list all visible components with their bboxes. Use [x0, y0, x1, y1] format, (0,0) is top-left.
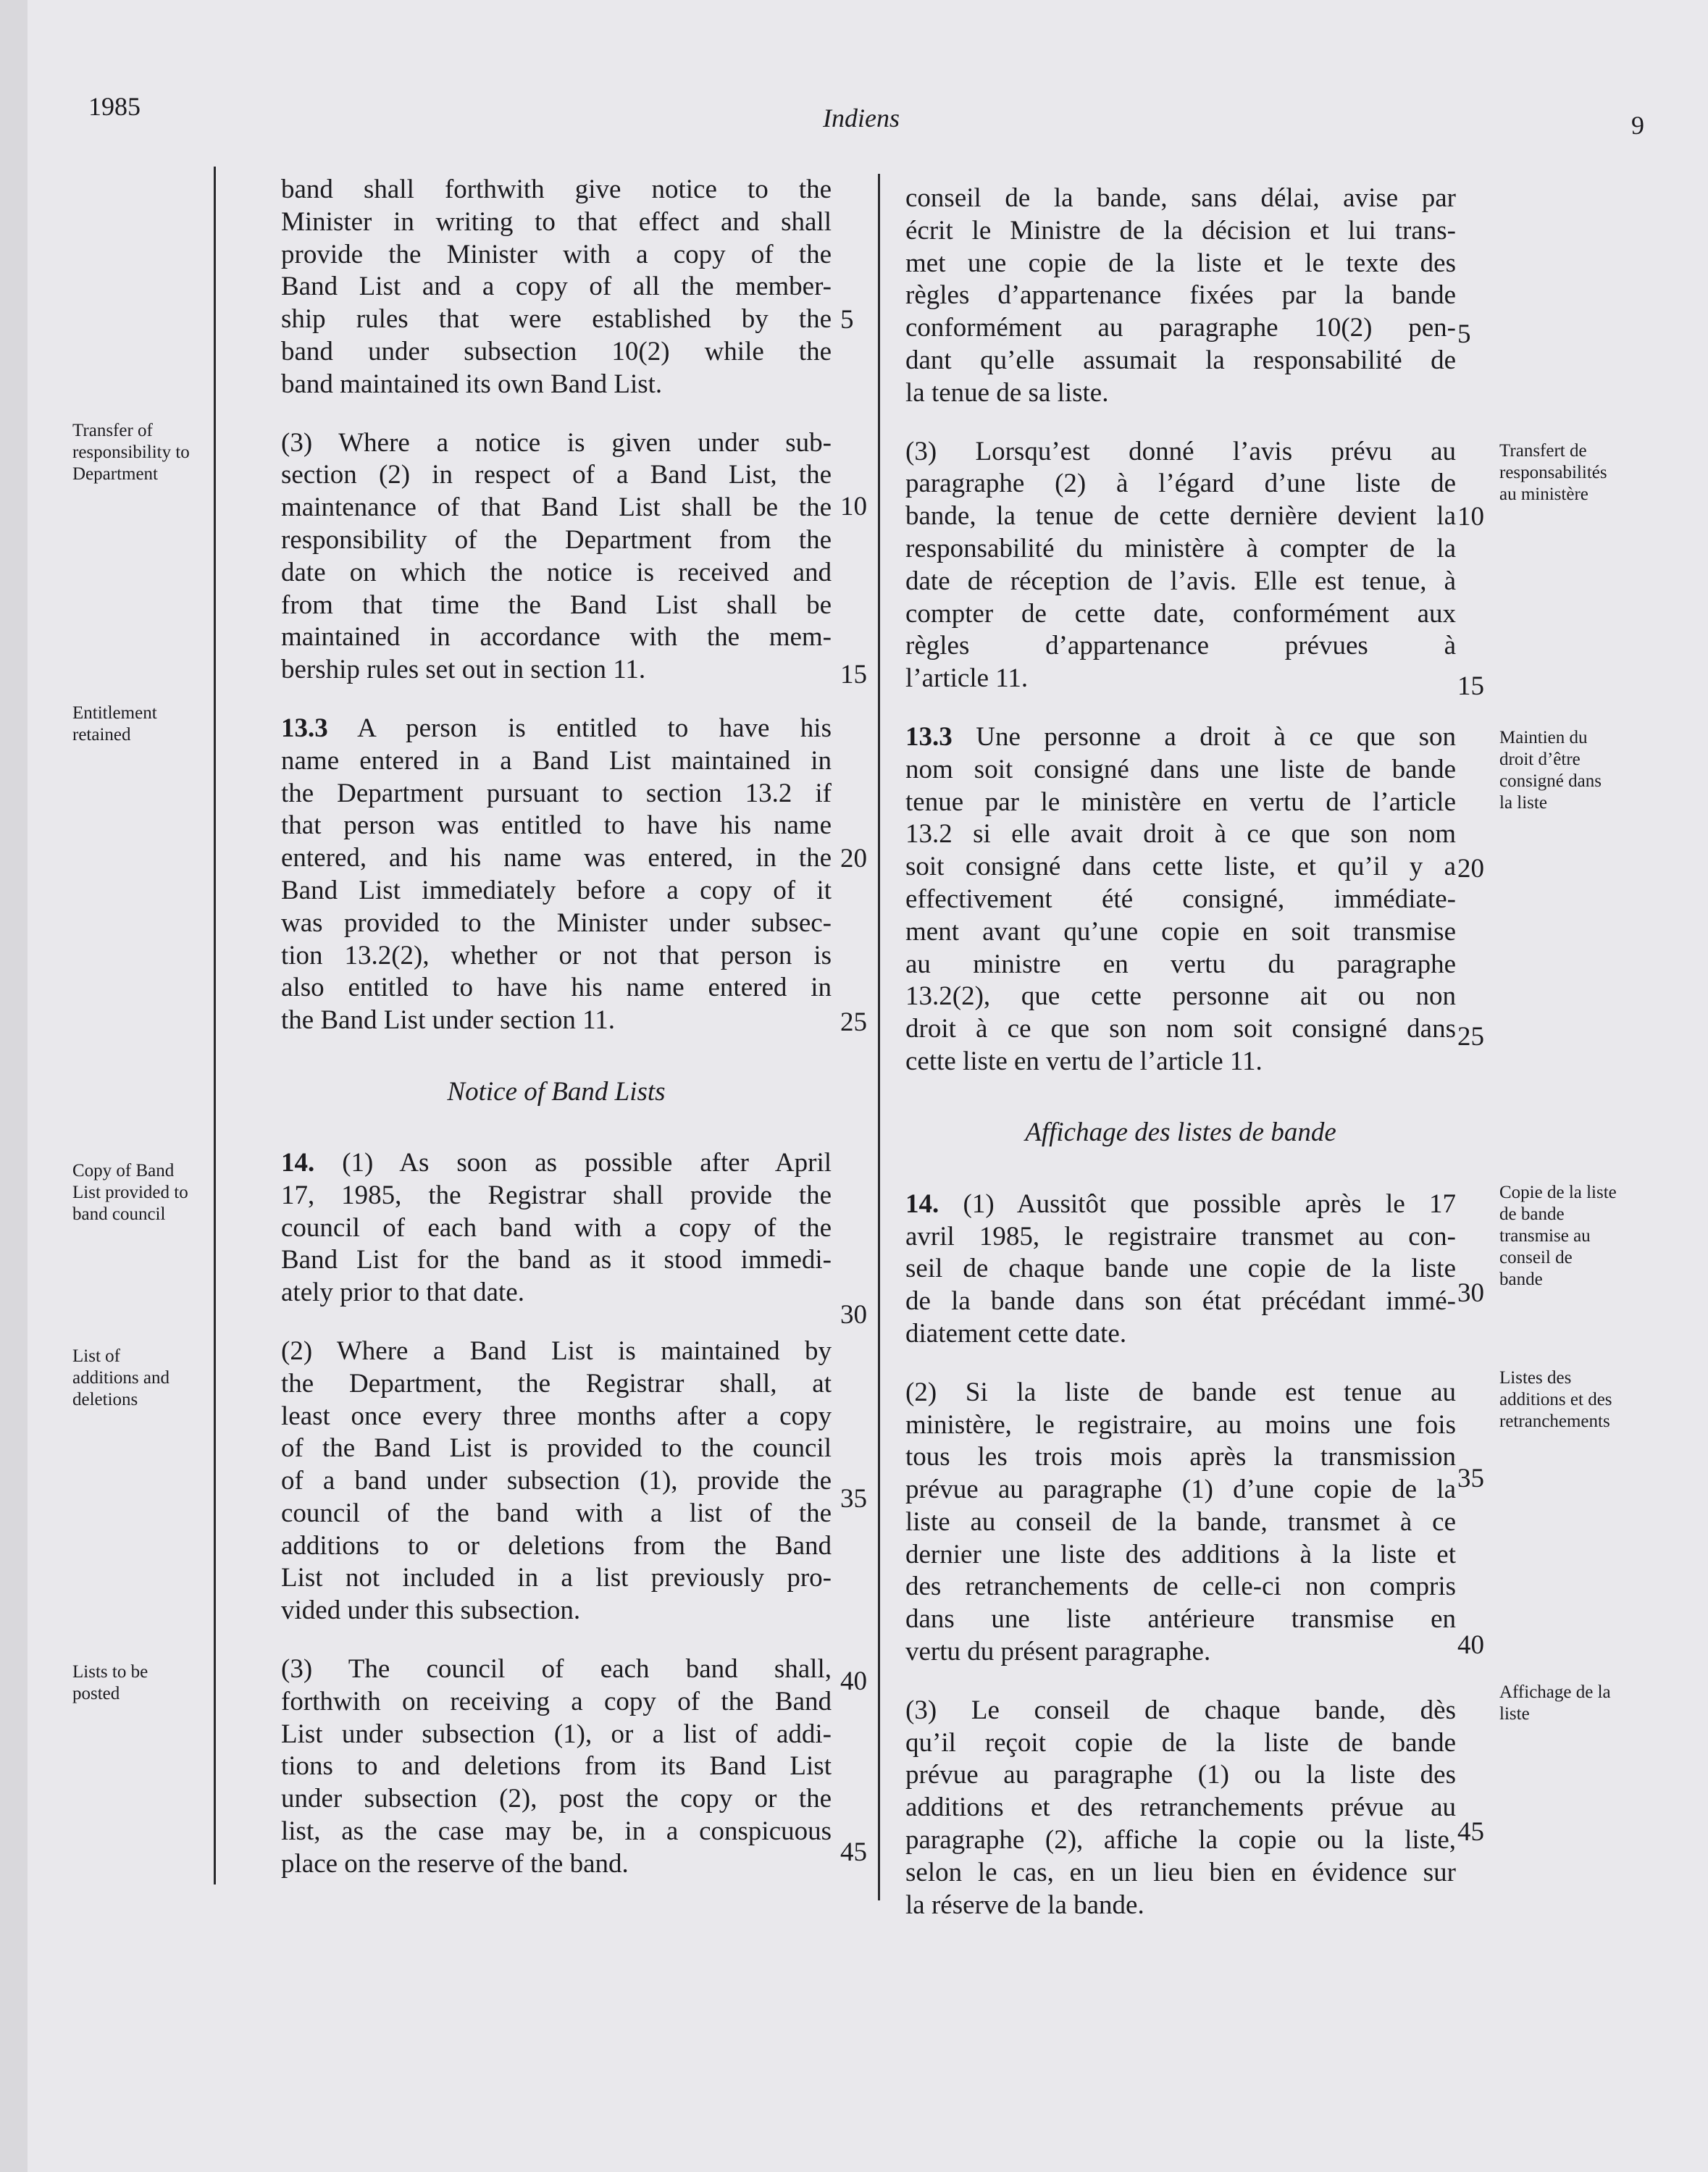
text-line: bership rules set out in section 11.: [281, 655, 646, 685]
text-line: name entered in a Band List maintained in: [281, 745, 832, 776]
section-number: 13.3: [905, 721, 953, 752]
margin-note: [72, 1661, 148, 1705]
text-line: the Department pursuant to section 13.2 if: [281, 778, 832, 808]
text-line: [905, 1188, 1456, 1221]
text-line: least once every three months after a copy: [281, 1401, 832, 1431]
text-line: compter de cette date, conformément aux: [905, 598, 1456, 629]
paragraph-gap: [281, 1309, 832, 1336]
section-number: 14.: [905, 1188, 939, 1219]
text-line: (3) The council of each band shall,: [281, 1654, 832, 1685]
line-number: 5: [1457, 319, 1471, 349]
text-line: council of each band with a copy of the: [281, 1212, 832, 1243]
margin-note-line: bande: [1499, 1270, 1543, 1289]
text-line: seil de chaque bande une copie de la liste: [905, 1254, 1456, 1284]
text-line: liste au conseil de la bande, transmet à ce: [905, 1506, 1456, 1537]
margin-note: [72, 1346, 169, 1411]
text-line: l’article 11.: [905, 663, 1029, 694]
text-line: cette liste en vertu de l’article 11.: [905, 1046, 1263, 1076]
text-line: vided under this subsection.: [281, 1596, 581, 1626]
text-line: (3) Lorsqu’est donné l’avis prévu au: [905, 436, 1456, 466]
margin-note-line: Listes des: [1499, 1368, 1572, 1388]
margin-note-line: Maintien du: [1499, 728, 1588, 747]
text-line: droit à ce que son nom soit consigné dans: [905, 1014, 1456, 1044]
line-number: 5: [840, 305, 854, 335]
text-line: [281, 1147, 832, 1180]
text-line: ment avant qu’une copie en soit transmise: [905, 916, 1456, 947]
text-line: conseil de la bande, sans délai, avise par: [905, 183, 1456, 213]
text-line: tion 13.2(2), whether or not that person is: [281, 940, 832, 970]
text-line: (3) Where a notice is given under sub-: [281, 427, 832, 458]
margin-note: [72, 703, 157, 746]
page-number: 9: [1631, 111, 1644, 140]
margin-note-line: retained: [72, 725, 131, 745]
line-number: 20: [1457, 854, 1484, 884]
line-number: 40: [1457, 1630, 1484, 1660]
text-line: avril 1985, le registraire transmet au con-: [905, 1221, 1456, 1251]
text-line: date de réception de l’avis. Elle est tenue, à: [905, 566, 1456, 596]
margin-note-line: retranchements: [1499, 1412, 1610, 1431]
text-line: of a band under subsection (1), provide the: [281, 1466, 832, 1496]
paragraph-gap: [281, 1121, 832, 1147]
left-margin-rule: [214, 167, 216, 1884]
line-number: 45: [840, 1837, 867, 1867]
text-line: band under subsection 10(2) while the: [281, 336, 832, 366]
text-line: List not included in a list previously pro-: [281, 1563, 832, 1593]
line-number: 15: [840, 660, 867, 689]
text-line: effectivement été consigné, immédiate-: [905, 884, 1456, 914]
line-number: 45: [1457, 1817, 1484, 1847]
paragraph-gap: [905, 1078, 1456, 1104]
text-line: band shall forthwith give notice to the: [281, 175, 832, 204]
margin-note: [72, 1160, 188, 1225]
text-line: forthwith on receiving a copy of the Band: [281, 1686, 832, 1716]
text-line: provide the Minister with a copy of the: [281, 239, 832, 269]
text-line: la réserve de la bande.: [905, 1890, 1144, 1920]
margin-note: [72, 420, 190, 485]
text-line: additions et des retranchements prévue au: [905, 1792, 1456, 1823]
margin-note-line: responsabilités: [1499, 463, 1607, 482]
text-line-content: Une personne a droit à ce que son: [976, 721, 1457, 752]
text-line: met une copie de la liste et le texte des: [905, 248, 1456, 278]
text-line: ately prior to that date.: [281, 1278, 524, 1308]
paragraph-gap: [905, 695, 1456, 721]
line-number: 40: [840, 1666, 867, 1696]
header-year: 1985: [88, 92, 141, 121]
paragraph-gap: [281, 401, 832, 427]
text-line: tenue par le ministère en vertu de l’article: [905, 787, 1456, 817]
margin-note-line: Transfer of: [72, 421, 153, 440]
paragraph-gap: [281, 1037, 832, 1063]
text-line: dant qu’elle assumait la responsabilité de: [905, 345, 1456, 375]
text-line: under subsection (2), post the copy or the: [281, 1784, 832, 1814]
margin-note-line: Lists to be: [72, 1662, 148, 1682]
text-line: paragraphe (2), affiche la copie ou la liste,: [905, 1825, 1456, 1856]
text-line: au ministre en vertu du paragraphe: [905, 949, 1456, 979]
text-line-content: (1) Aussitôt que possible après le 17: [963, 1188, 1456, 1219]
page-edge: [0, 0, 28, 2172]
margin-note: [1499, 727, 1602, 814]
text-line: 17, 1985, the Registrar shall provide the: [281, 1180, 832, 1210]
paragraph-gap: [905, 1162, 1456, 1188]
margin-note-line: consigné dans: [1499, 771, 1602, 791]
line-number: 30: [840, 1300, 867, 1330]
text-line: (2) Where a Band List is maintained by: [281, 1336, 832, 1366]
text-line: maintained in accordance with the mem-: [281, 622, 832, 653]
text-line: la tenue de sa liste.: [905, 377, 1109, 408]
margin-note: [1499, 1367, 1612, 1433]
margin-note: [1499, 440, 1607, 506]
text-line: (2) Si la liste de bande est tenue au: [905, 1377, 1456, 1407]
text-line: the Department, the Registrar shall, at: [281, 1368, 832, 1399]
line-number: 10: [1457, 502, 1484, 532]
text-line: band maintained its own Band List.: [281, 369, 663, 399]
margin-note: [1499, 1682, 1611, 1725]
text-line: selon le cas, en un lieu bien en évidence sur: [905, 1857, 1456, 1887]
margin-note-line: Transfert de: [1499, 441, 1587, 461]
paragraph-gap: [281, 1627, 832, 1653]
paragraph-gap: [905, 1351, 1456, 1377]
text-line: responsabilité du ministère à compter de la: [905, 533, 1456, 563]
margin-note-line: droit d’être: [1499, 750, 1581, 769]
margin-note-line: deletions: [72, 1390, 138, 1409]
text-line: dans une liste antérieure transmise en: [905, 1604, 1456, 1635]
center-column-rule: [878, 174, 880, 1900]
section-heading: Notice of Band Lists: [447, 1076, 666, 1107]
text-line: Minister in writing to that effect and shall: [281, 206, 832, 237]
text-line: règles d’appartenance prévues à: [905, 631, 1456, 661]
text-line: the Band List under section 11.: [281, 1005, 616, 1036]
text-line: place on the reserve of the band.: [281, 1848, 629, 1879]
text-line: tions to and deletions from its Band List: [281, 1751, 832, 1782]
margin-note-line: de bande: [1499, 1204, 1565, 1224]
line-number: 35: [1457, 1464, 1484, 1493]
margin-note-line: la liste: [1499, 793, 1547, 813]
text-line: maintenance of that Band List shall be the: [281, 492, 832, 523]
text-line: dernier une liste des additions à la liste et: [905, 1539, 1456, 1569]
text-line: diatement cette date.: [905, 1318, 1127, 1349]
margin-note-line: liste: [1499, 1704, 1530, 1724]
text-line: list, as the case may be, in a conspicuous: [281, 1816, 832, 1847]
text-line-content: A person is entitled to have his: [357, 713, 832, 743]
margin-note-line: band council: [72, 1204, 166, 1224]
margin-note-line: au ministère: [1499, 485, 1588, 504]
margin-note-line: Copy of Band: [72, 1161, 175, 1181]
margin-note-line: Department: [72, 464, 159, 484]
margin-note-line: additions et des: [1499, 1390, 1612, 1409]
line-number: 30: [1457, 1278, 1484, 1308]
margin-note-line: List provided to: [72, 1183, 188, 1202]
text-line: ship rules that were established by the: [281, 304, 832, 335]
text-line: règles d’appartenance fixées par la bande: [905, 280, 1456, 311]
text-line: bande, la tenue de cette dernière devient la: [905, 501, 1456, 532]
margin-note-line: Entitlement: [72, 703, 157, 723]
text-line: de la bande dans son état précédant immé-: [905, 1286, 1456, 1317]
section-number: 13.3: [281, 713, 328, 743]
text-line: was provided to the Minister under subsec-: [281, 907, 832, 938]
line-number: 25: [1457, 1022, 1484, 1052]
text-line-content: (1) As soon as possible after April: [342, 1147, 832, 1178]
text-line: responsibility of the Department from the: [281, 524, 832, 555]
margin-note-line: posted: [72, 1684, 120, 1703]
line-number: 35: [840, 1484, 867, 1514]
section-number: 14.: [281, 1147, 315, 1178]
text-line: Band List immediately before a copy of it: [281, 875, 832, 905]
line-number: 15: [1457, 671, 1484, 701]
text-line: 13.2(2), que cette personne ait ou non: [905, 981, 1456, 1012]
french-column: [905, 183, 1456, 1921]
paragraph-gap: [905, 1669, 1456, 1695]
text-line: paragraphe (2) à l’égard d’une liste de: [905, 469, 1456, 499]
section-heading: Affichage des listes de bande: [1025, 1118, 1336, 1148]
margin-note-line: List of: [72, 1346, 120, 1366]
line-number: 10: [840, 492, 867, 521]
text-line: entered, and his name was entered, in the: [281, 843, 832, 873]
text-line: des retranchements de celle-ci non compris: [905, 1572, 1456, 1602]
text-line: 13.2 si elle avait droit à ce que son nom: [905, 819, 1456, 850]
text-line: soit consigné dans cette liste, et qu’il y a: [905, 852, 1456, 882]
text-line: tous les trois mois après la transmission: [905, 1442, 1456, 1472]
text-line: [281, 713, 832, 745]
header-title: Indiens: [823, 104, 900, 133]
text-line: qu’il reçoit copie de la liste de bande: [905, 1727, 1456, 1758]
line-number: 25: [840, 1007, 867, 1037]
paragraph-gap: [905, 410, 1456, 436]
text-line: section (2) in respect of a Band List, the: [281, 460, 832, 490]
text-line: (3) Le conseil de chaque bande, dès: [905, 1695, 1456, 1725]
text-line: List under subsection (1), or a list of addi-: [281, 1719, 832, 1749]
text-line: council of the band with a list of the: [281, 1498, 832, 1528]
text-line: also entitled to have his name entered in: [281, 973, 832, 1003]
margin-note-line: conseil de: [1499, 1248, 1573, 1267]
paragraph-gap: [281, 687, 832, 713]
text-line: Band List for the band as it stood immedi-: [281, 1245, 832, 1275]
margin-note-line: responsibility to: [72, 443, 190, 462]
text-line: date on which the notice is received and: [281, 557, 832, 587]
text-line: prévue au paragraphe (1) ou la liste des: [905, 1760, 1456, 1790]
text-line: of the Band List is provided to the council: [281, 1433, 832, 1464]
english-column: [281, 174, 832, 1881]
text-line: [905, 721, 1456, 754]
text-line: that person was entitled to have his name: [281, 810, 832, 841]
text-line: additions to or deletions from the Band: [281, 1530, 832, 1561]
text-line: ministère, le registraire, au moins une fois: [905, 1409, 1456, 1440]
margin-note: [1499, 1182, 1617, 1291]
text-line: prévue au paragraphe (1) d’une copie de la: [905, 1475, 1456, 1505]
text-line: vertu du présent paragraphe.: [905, 1637, 1211, 1667]
line-number: 20: [840, 844, 867, 873]
text-line: from that time the Band List shall be: [281, 590, 832, 620]
margin-note-line: transmise au: [1499, 1226, 1591, 1246]
text-line: Band List and a copy of all the member-: [281, 272, 832, 302]
text-line: conformément au paragraphe 10(2) pen-: [905, 313, 1456, 343]
text-line: nom soit consigné dans une liste de bande: [905, 754, 1456, 784]
margin-note-line: Copie de la liste: [1499, 1183, 1617, 1202]
text-line: écrit le Ministre de la décision et lui trans-: [905, 215, 1456, 246]
margin-note-line: Affichage de la: [1499, 1682, 1611, 1702]
margin-note-line: additions and: [72, 1368, 170, 1388]
